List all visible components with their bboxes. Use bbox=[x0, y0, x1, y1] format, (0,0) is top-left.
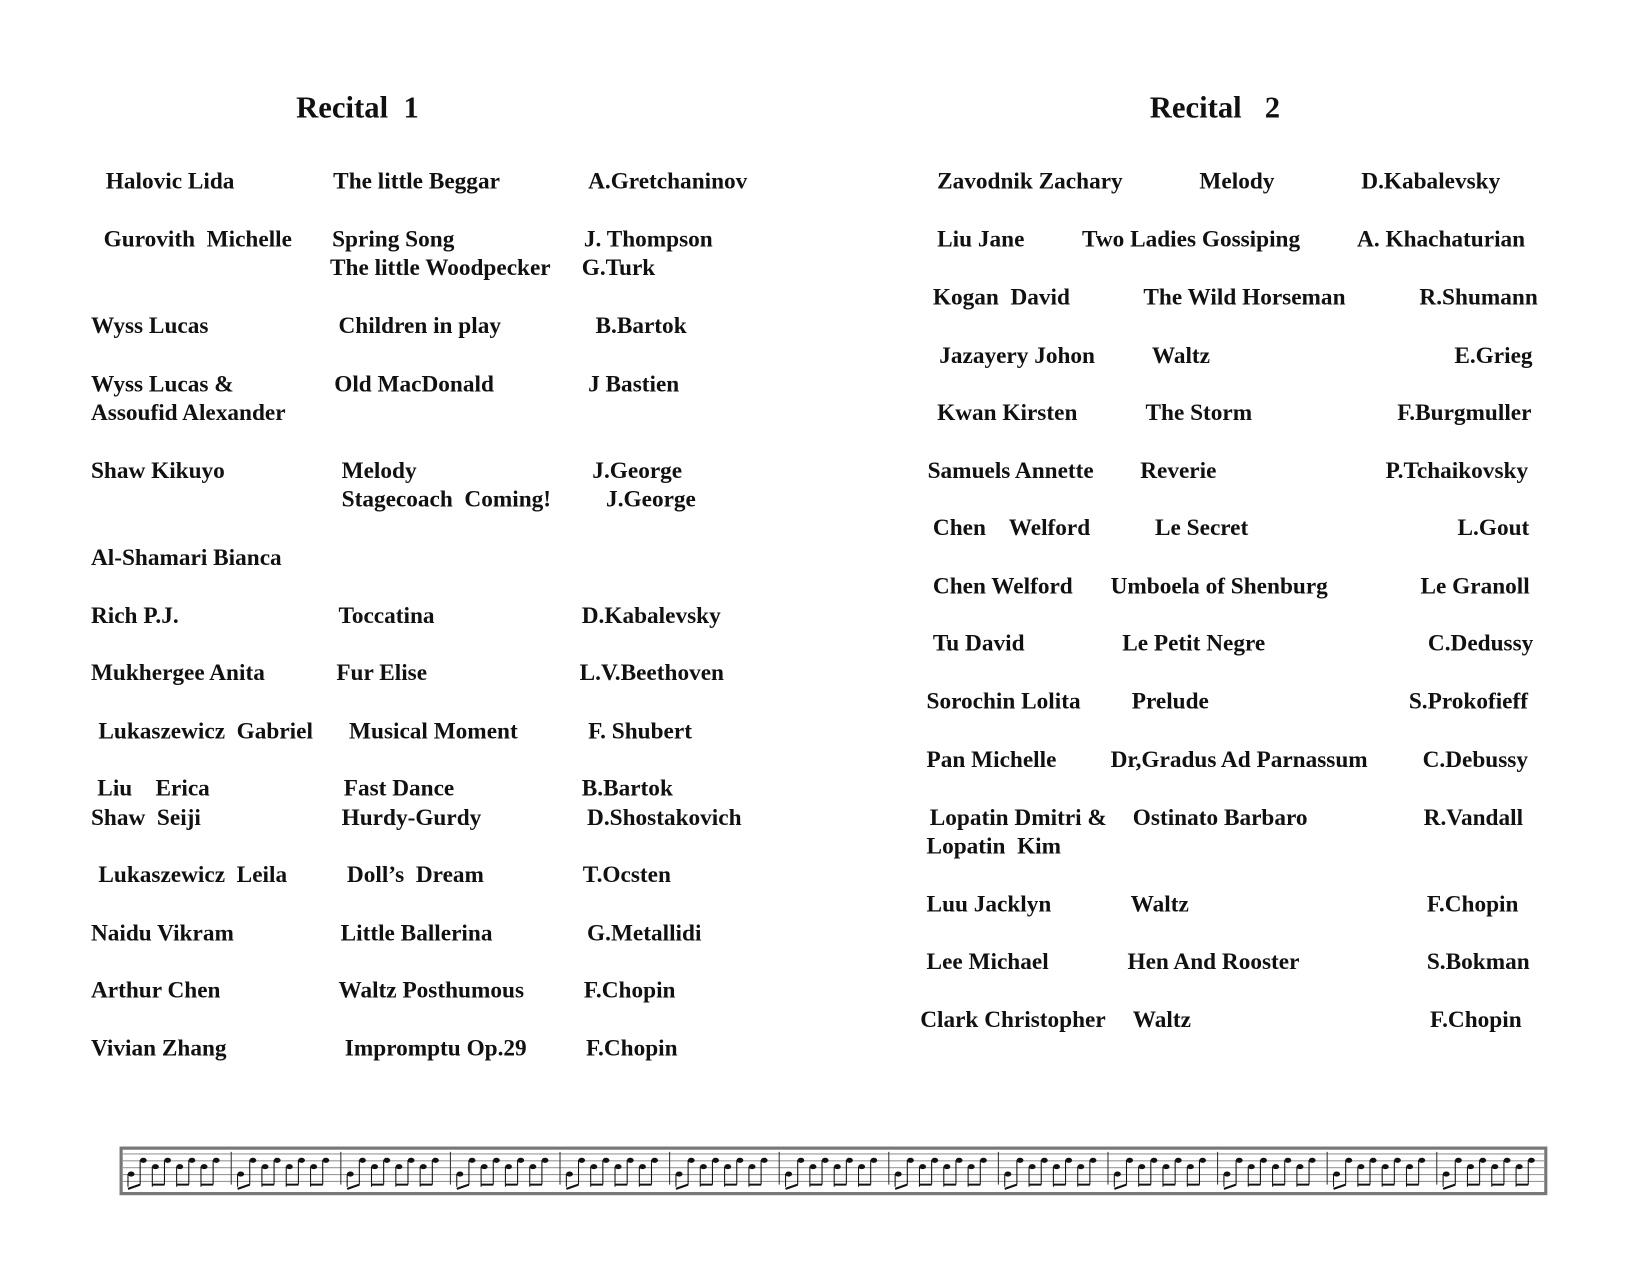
note-beam bbox=[1443, 1185, 1455, 1189]
performer-name: Lee Michael bbox=[926, 947, 1049, 975]
note-head bbox=[493, 1158, 500, 1163]
performer-name: Samuels Annette bbox=[927, 456, 1094, 484]
note-head bbox=[176, 1164, 183, 1169]
composer: A.Gretchaninov bbox=[588, 167, 748, 194]
note-head bbox=[688, 1158, 695, 1163]
note-head bbox=[1029, 1164, 1036, 1169]
composer: E.Grieg bbox=[1454, 341, 1533, 369]
note-head bbox=[383, 1158, 390, 1163]
performer-name: Shaw Kikuyo bbox=[90, 456, 225, 484]
piece-title: Le Petit Negre bbox=[1122, 629, 1266, 656]
note-head bbox=[469, 1158, 476, 1163]
note-head bbox=[1236, 1158, 1243, 1163]
piece-title: Prelude bbox=[1131, 687, 1209, 714]
performer-name: Chen Welford bbox=[932, 514, 1091, 541]
note-head bbox=[1528, 1158, 1535, 1163]
note-head bbox=[761, 1158, 768, 1163]
performer-name: Halovic Lida bbox=[105, 167, 235, 194]
piece-title: Hurdy-Gurdy bbox=[341, 803, 482, 831]
note-beam bbox=[238, 1185, 250, 1189]
note-head bbox=[1090, 1158, 1097, 1163]
recital-2-title: Recital 2 bbox=[1149, 90, 1281, 125]
note-head bbox=[1479, 1158, 1486, 1163]
note-head bbox=[128, 1172, 135, 1177]
piece-title: Little Ballerina bbox=[340, 919, 493, 946]
note-beam bbox=[786, 1185, 798, 1189]
note-head bbox=[1467, 1164, 1474, 1169]
note-beam bbox=[1005, 1185, 1017, 1189]
note-head bbox=[530, 1164, 537, 1169]
performer-name: Kogan David bbox=[932, 283, 1070, 310]
note-head bbox=[237, 1172, 244, 1177]
note-head bbox=[310, 1164, 317, 1169]
composer: B.Bartok bbox=[581, 774, 673, 801]
note-head bbox=[1516, 1164, 1523, 1169]
note-head bbox=[1382, 1164, 1389, 1169]
note-head bbox=[1504, 1158, 1511, 1163]
piece-title: Reverie bbox=[1140, 456, 1217, 484]
piece-title: The Wild Horseman bbox=[1143, 283, 1346, 310]
note-beam bbox=[347, 1185, 359, 1189]
piece-title: Umboela of Shenburg bbox=[1110, 572, 1328, 599]
note-head bbox=[651, 1158, 658, 1163]
composer: S.Bokman bbox=[1426, 947, 1530, 975]
piece-title: Spring Song bbox=[332, 225, 455, 252]
piece-title: The little Beggar bbox=[333, 167, 500, 194]
note-beam bbox=[1224, 1185, 1236, 1189]
note-head bbox=[1309, 1158, 1316, 1163]
note-head bbox=[1065, 1158, 1072, 1163]
composer: Le Granoll bbox=[1420, 572, 1530, 599]
composer: R.Shumann bbox=[1419, 283, 1538, 310]
note-head bbox=[1126, 1158, 1133, 1163]
note-head bbox=[810, 1164, 817, 1169]
note-head bbox=[834, 1164, 841, 1169]
note-head bbox=[213, 1158, 220, 1163]
note-head bbox=[298, 1158, 305, 1163]
note-head bbox=[347, 1172, 354, 1177]
note-head bbox=[432, 1158, 439, 1163]
note-head bbox=[152, 1164, 159, 1169]
note-head bbox=[1005, 1172, 1012, 1177]
piece-title: Le Secret bbox=[1155, 514, 1249, 541]
note-head bbox=[250, 1158, 257, 1163]
note-head bbox=[457, 1172, 464, 1177]
composer: D.Kabalevsky bbox=[581, 601, 721, 629]
composer: F.Chopin bbox=[1430, 1005, 1522, 1033]
performer-name: Wyss Lucas & bbox=[90, 370, 234, 397]
piece-title: Waltz Posthumous bbox=[338, 976, 525, 1003]
note-head bbox=[1151, 1158, 1158, 1163]
note-head bbox=[396, 1164, 403, 1169]
note-head bbox=[1285, 1158, 1292, 1163]
note-head bbox=[1358, 1164, 1365, 1169]
performer-name: Pan Michelle bbox=[926, 745, 1057, 773]
composer: F.Chopin bbox=[583, 976, 676, 1003]
performer-name: Arthur Chen bbox=[90, 976, 221, 1003]
note-head bbox=[797, 1158, 804, 1163]
note-head bbox=[1114, 1172, 1121, 1177]
note-head bbox=[944, 1164, 951, 1169]
performer-name: Lukaszewicz Leila bbox=[98, 860, 288, 888]
note-head bbox=[931, 1158, 938, 1163]
note-head bbox=[870, 1158, 877, 1163]
note-head bbox=[140, 1158, 147, 1163]
composer: T.Ocsten bbox=[582, 860, 671, 888]
composer: G.Turk bbox=[581, 253, 656, 281]
performer-name: Liu Jane bbox=[937, 225, 1025, 252]
composer: C.Debussy bbox=[1422, 745, 1528, 773]
composer: B.Bartok bbox=[595, 312, 687, 339]
piece-title: The Storm bbox=[1145, 398, 1253, 426]
note-head bbox=[1248, 1164, 1255, 1169]
note-beam bbox=[128, 1185, 140, 1189]
note-head bbox=[1053, 1164, 1060, 1169]
note-head bbox=[907, 1158, 914, 1163]
performer-name: Tu David bbox=[932, 629, 1025, 656]
note-head bbox=[858, 1164, 865, 1169]
piece-title: Fur Elise bbox=[336, 658, 428, 686]
note-head bbox=[1224, 1172, 1231, 1177]
note-beam bbox=[457, 1185, 469, 1189]
note-head bbox=[846, 1158, 853, 1163]
note-head bbox=[590, 1164, 597, 1169]
note-head bbox=[1406, 1164, 1413, 1169]
note-beam bbox=[895, 1185, 907, 1189]
performer-name: Shaw Seiji bbox=[90, 803, 201, 831]
performer-name: Sorochin Lolita bbox=[926, 687, 1081, 714]
performer-name: Clark Christopher bbox=[920, 1005, 1106, 1033]
note-head bbox=[1394, 1158, 1401, 1163]
performer-name: Luu Jacklyn bbox=[926, 890, 1052, 918]
composer: L.V.Beethoven bbox=[579, 658, 724, 686]
note-head bbox=[1272, 1164, 1279, 1169]
performer-name: Wyss Lucas bbox=[90, 312, 209, 339]
note-head bbox=[201, 1164, 208, 1169]
composer: F.Chopin bbox=[585, 1034, 678, 1061]
performer-name: Vivian Zhang bbox=[90, 1034, 227, 1061]
note-head bbox=[517, 1158, 524, 1163]
performer-name: Jazayery Johon bbox=[939, 341, 1096, 369]
composer: J. Thompson bbox=[583, 225, 713, 252]
note-head bbox=[1175, 1158, 1182, 1163]
performer-name: Liu Erica bbox=[97, 774, 210, 801]
note-head bbox=[566, 1172, 573, 1177]
composer: S.Prokofieff bbox=[1408, 687, 1528, 714]
performer-name: Kwan Kirsten bbox=[937, 398, 1078, 426]
piece-title: Waltz bbox=[1132, 1005, 1191, 1033]
note-head bbox=[1297, 1164, 1304, 1169]
composer: C.Dedussy bbox=[1427, 629, 1534, 656]
composer: D.Shostakovich bbox=[587, 803, 742, 831]
note-head bbox=[1017, 1158, 1024, 1163]
note-beam bbox=[1114, 1185, 1126, 1189]
note-head bbox=[1041, 1158, 1048, 1163]
performer-name: Naidu Vikram bbox=[90, 919, 234, 946]
note-head bbox=[1187, 1164, 1194, 1169]
piece-title: Musical Moment bbox=[349, 717, 518, 744]
composer: F. Shubert bbox=[588, 717, 692, 744]
composer: P.Tchaikovsky bbox=[1385, 456, 1529, 484]
music-staff-decoration bbox=[120, 1147, 1548, 1198]
note-head bbox=[1078, 1164, 1085, 1169]
piece-title: Melody bbox=[1199, 167, 1275, 194]
note-beam bbox=[1334, 1185, 1346, 1189]
performer-name: Mukhergee Anita bbox=[90, 658, 265, 686]
note-head bbox=[1492, 1164, 1499, 1169]
note-head bbox=[189, 1158, 196, 1163]
note-head bbox=[1455, 1158, 1462, 1163]
note-head bbox=[603, 1158, 610, 1163]
note-head bbox=[749, 1164, 756, 1169]
note-head bbox=[919, 1164, 926, 1169]
piece-title: Stagecoach Coming! bbox=[341, 485, 552, 512]
note-head bbox=[1345, 1158, 1352, 1163]
note-head bbox=[627, 1158, 634, 1163]
note-head bbox=[615, 1164, 622, 1169]
note-head bbox=[1443, 1172, 1450, 1177]
note-head bbox=[164, 1158, 171, 1163]
piece-title: Doll’s Dream bbox=[346, 860, 484, 888]
performer-name: Lukaszewicz Gabriel bbox=[98, 717, 313, 744]
note-head bbox=[1333, 1172, 1340, 1177]
piece-title: Waltz bbox=[1151, 341, 1211, 369]
composer: F.Burgmuller bbox=[1397, 398, 1532, 426]
piece-title: Two Ladies Gossiping bbox=[1082, 225, 1301, 252]
note-head bbox=[262, 1164, 269, 1169]
note-head bbox=[1138, 1164, 1145, 1169]
performer-name: Assoufid Alexander bbox=[90, 398, 286, 426]
note-head bbox=[785, 1172, 792, 1177]
piece-title: Dr,Gradus Ad Parnassum bbox=[1110, 745, 1368, 773]
note-head bbox=[700, 1164, 707, 1169]
note-head bbox=[542, 1158, 549, 1163]
note-head bbox=[323, 1158, 330, 1163]
note-head bbox=[505, 1164, 512, 1169]
recital-1-title: Recital 1 bbox=[296, 90, 419, 125]
note-head bbox=[737, 1158, 744, 1163]
note-head bbox=[724, 1164, 731, 1169]
note-head bbox=[1260, 1158, 1267, 1163]
performer-name: Lopatin Kim bbox=[926, 832, 1062, 859]
note-head bbox=[956, 1158, 963, 1163]
performer-name: Zavodnik Zachary bbox=[937, 167, 1123, 194]
piece-title: Hen And Rooster bbox=[1127, 947, 1300, 975]
piece-title: Children in play bbox=[338, 312, 501, 339]
note-head bbox=[676, 1172, 683, 1177]
note-beam bbox=[676, 1185, 688, 1189]
piece-title: Impromptu Op.29 bbox=[344, 1034, 527, 1061]
note-head bbox=[639, 1164, 646, 1169]
note-head bbox=[968, 1164, 975, 1169]
composer: J.George bbox=[606, 485, 696, 512]
note-head bbox=[408, 1158, 415, 1163]
performer-name: Al-Shamari Bianca bbox=[90, 543, 282, 571]
piece-title: Waltz bbox=[1130, 890, 1189, 918]
piece-title: The little Woodpecker bbox=[330, 253, 551, 281]
note-head bbox=[1370, 1158, 1377, 1163]
note-head bbox=[980, 1158, 987, 1163]
composer: F.Chopin bbox=[1426, 890, 1519, 918]
composer: A. Khachaturian bbox=[1357, 225, 1526, 252]
piece-title: Toccatina bbox=[338, 601, 435, 629]
performer-name: Lopatin Dmitri & bbox=[929, 803, 1107, 831]
piece-title: Melody bbox=[341, 456, 417, 484]
composer: J.George bbox=[592, 456, 683, 484]
note-head bbox=[578, 1158, 585, 1163]
note-head bbox=[1199, 1158, 1206, 1163]
performer-name: Rich P.J. bbox=[90, 601, 179, 629]
note-head bbox=[822, 1158, 829, 1163]
note-head bbox=[359, 1158, 366, 1163]
staff-border bbox=[121, 1148, 1546, 1193]
piece-title: Old MacDonald bbox=[334, 370, 494, 397]
note-head bbox=[481, 1164, 488, 1169]
note-head bbox=[712, 1158, 719, 1163]
composer: R.Vandall bbox=[1423, 803, 1524, 831]
piece-title: Fast Dance bbox=[343, 774, 455, 801]
composer: L.Gout bbox=[1457, 514, 1530, 541]
note-head bbox=[371, 1164, 378, 1169]
note-head bbox=[420, 1164, 427, 1169]
note-head bbox=[1418, 1158, 1425, 1163]
note-head bbox=[286, 1164, 293, 1169]
note-beam bbox=[566, 1185, 578, 1189]
performer-name: Chen Welford bbox=[932, 572, 1073, 599]
note-head bbox=[1163, 1164, 1170, 1169]
piece-title: Ostinato Barbaro bbox=[1132, 803, 1308, 831]
composer: D.Kabalevsky bbox=[1361, 167, 1501, 194]
note-head bbox=[274, 1158, 281, 1163]
composer: J Bastien bbox=[588, 370, 680, 397]
note-head bbox=[895, 1172, 902, 1177]
performer-name: Gurovith Michelle bbox=[103, 225, 292, 252]
composer: G.Metallidi bbox=[587, 919, 702, 946]
